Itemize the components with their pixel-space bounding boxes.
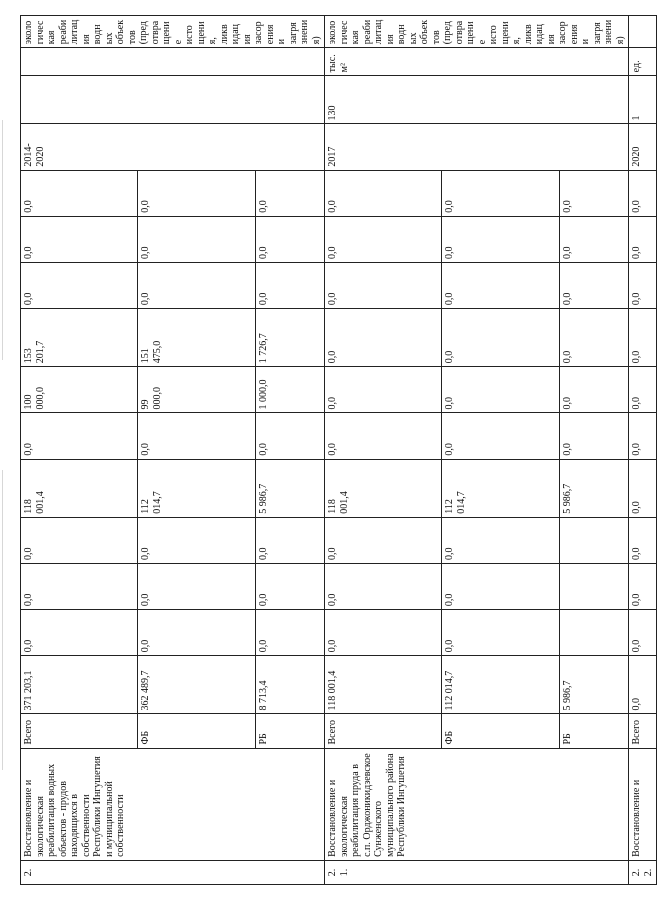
amount-cell: 0,0: [138, 563, 255, 609]
amount-cell: 1 726,7: [255, 309, 324, 367]
amount-cell: 112 014,7: [442, 459, 559, 517]
total-amount: 362 489,7: [138, 656, 255, 714]
amount-cell: [559, 610, 628, 656]
amount-cell: 0,0: [442, 563, 559, 609]
amount-cell: 0,0: [559, 413, 628, 459]
unit-cell: ед.: [629, 48, 657, 76]
amount-cell: 0,0: [629, 170, 657, 216]
amount-cell: 0,0: [629, 563, 657, 609]
funding-source: ФБ: [138, 714, 255, 748]
amount-cell: 0,0: [21, 216, 138, 262]
amount-cell: 0,0: [325, 216, 442, 262]
amount-cell: 0,0: [629, 610, 657, 656]
amount-cell: 0,0: [138, 413, 255, 459]
funding-source: Всего: [21, 714, 138, 748]
budget-table: [20, 15, 657, 885]
amount-cell: 0,0: [559, 262, 628, 308]
amount-cell: 0,0: [21, 563, 138, 609]
total-amount: 112 014,7: [442, 656, 559, 714]
amount-cell: 0,0: [21, 413, 138, 459]
amount-cell: 0,0: [325, 610, 442, 656]
target-value: 130: [325, 76, 629, 124]
amount-cell: 0,0: [255, 517, 324, 563]
amount-cell: 0,0: [255, 262, 324, 308]
amount-cell: 0,0: [255, 413, 324, 459]
amount-cell: 0,0: [325, 563, 442, 609]
amount-cell: 0,0: [629, 262, 657, 308]
amount-cell: 0,0: [325, 309, 442, 367]
amount-cell: 99 000,0: [138, 367, 255, 413]
amount-cell: 0,0: [629, 517, 657, 563]
amount-cell: 112 014,7: [138, 459, 255, 517]
amount-cell: 118 001,4: [21, 459, 138, 517]
total-amount: 0,0: [629, 656, 657, 714]
amount-cell: 0,0: [442, 262, 559, 308]
target-value: [21, 76, 325, 124]
amount-cell: 0,0: [629, 459, 657, 517]
amount-cell: 0,0: [629, 367, 657, 413]
amount-cell: 0,0: [629, 413, 657, 459]
amount-cell: 0,0: [442, 216, 559, 262]
amount-cell: 0,0: [629, 216, 657, 262]
amount-cell: 0,0: [138, 517, 255, 563]
scan-artifact: [2, 470, 3, 770]
amount-cell: 0,0: [559, 309, 628, 367]
amount-cell: 1 000,0: [255, 367, 324, 413]
amount-cell: 0,0: [325, 517, 442, 563]
amount-cell: 0,0: [21, 170, 138, 216]
total-amount: 371 203,1: [21, 656, 138, 714]
year-cell: 2017: [325, 124, 629, 170]
section-number: 2.: [21, 860, 325, 884]
amount-cell: 0,0: [629, 309, 657, 367]
amount-cell: 0,0: [325, 170, 442, 216]
rotated-table-sheet: [20, 15, 654, 885]
amount-cell: 153 201,7: [21, 309, 138, 367]
amount-cell: 0,0: [325, 413, 442, 459]
section-2-1-total-row: [325, 16, 442, 885]
amount-cell: 0,0: [442, 170, 559, 216]
amount-cell: 118 001,4: [325, 459, 442, 517]
section-2-2-total-row: [629, 16, 657, 885]
scan-artifact: [2, 120, 3, 360]
year-cell: 2020: [629, 124, 657, 170]
section-number: 2. 2.: [629, 860, 657, 884]
amount-cell: 0,0: [325, 367, 442, 413]
amount-cell: 151 475,0: [138, 309, 255, 367]
amount-cell: 5 986,7: [255, 459, 324, 517]
amount-cell: 0,0: [442, 309, 559, 367]
indicator-cell: экологическая реабилитация водных объектов (предотвращение истощения, ликвидация засорения и загрязнения): [325, 16, 629, 48]
amount-cell: 0,0: [255, 563, 324, 609]
amount-cell: 0,0: [255, 216, 324, 262]
unit-cell: тыс. м²: [325, 48, 629, 76]
amount-cell: 0,0: [138, 216, 255, 262]
amount-cell: 0,0: [559, 216, 628, 262]
amount-cell: 100 000,0: [21, 367, 138, 413]
section-number: 2. 1.: [325, 860, 629, 884]
amount-cell: 0,0: [442, 413, 559, 459]
unit-cell: [21, 48, 325, 76]
amount-cell: 0,0: [138, 262, 255, 308]
amount-cell: 0,0: [559, 170, 628, 216]
amount-cell: 0,0: [21, 610, 138, 656]
total-amount: 8 713,4: [255, 656, 324, 714]
amount-cell: 0,0: [442, 517, 559, 563]
amount-cell: 0,0: [138, 170, 255, 216]
funding-source: РБ: [255, 714, 324, 748]
amount-cell: 0,0: [325, 262, 442, 308]
target-value: 1: [629, 76, 657, 124]
total-amount: 118 001,4: [325, 656, 442, 714]
amount-cell: 0,0: [255, 610, 324, 656]
measure-name: Восстановление и экологическая реабилитация водных объектов - прудов находящихся в собственности Республики Ингушетия и муниципальной собственности: [21, 748, 325, 860]
funding-source: РБ: [559, 714, 628, 748]
amount-cell: 0,0: [255, 170, 324, 216]
amount-cell: 5 986,7: [559, 459, 628, 517]
amount-cell: 0,0: [138, 610, 255, 656]
amount-cell: 0,0: [21, 262, 138, 308]
indicator-cell: [629, 16, 657, 48]
amount-cell: [559, 517, 628, 563]
total-amount: 5 986,7: [559, 656, 628, 714]
amount-cell: [559, 563, 628, 609]
amount-cell: 0,0: [442, 367, 559, 413]
period-cell: 2014- 2020: [21, 124, 325, 170]
measure-name: Восстановление и экологическая реабилитация пруда в с.п. Орджоникидзевское Сунженского муниципального района Республики Ингушетия: [325, 748, 629, 860]
amount-cell: 0,0: [21, 517, 138, 563]
amount-cell: 0,0: [559, 367, 628, 413]
funding-source: Всего: [325, 714, 442, 748]
section-2-total-row: [21, 16, 138, 885]
funding-source: Всего: [629, 714, 657, 748]
funding-source: ФБ: [442, 714, 559, 748]
indicator-cell: экологическая реабилитация водных объектов (предотвращение истощения, ликвидация засорения и загрязнения): [21, 16, 325, 48]
amount-cell: 0,0: [442, 610, 559, 656]
measure-name: Восстановление и: [629, 748, 657, 860]
